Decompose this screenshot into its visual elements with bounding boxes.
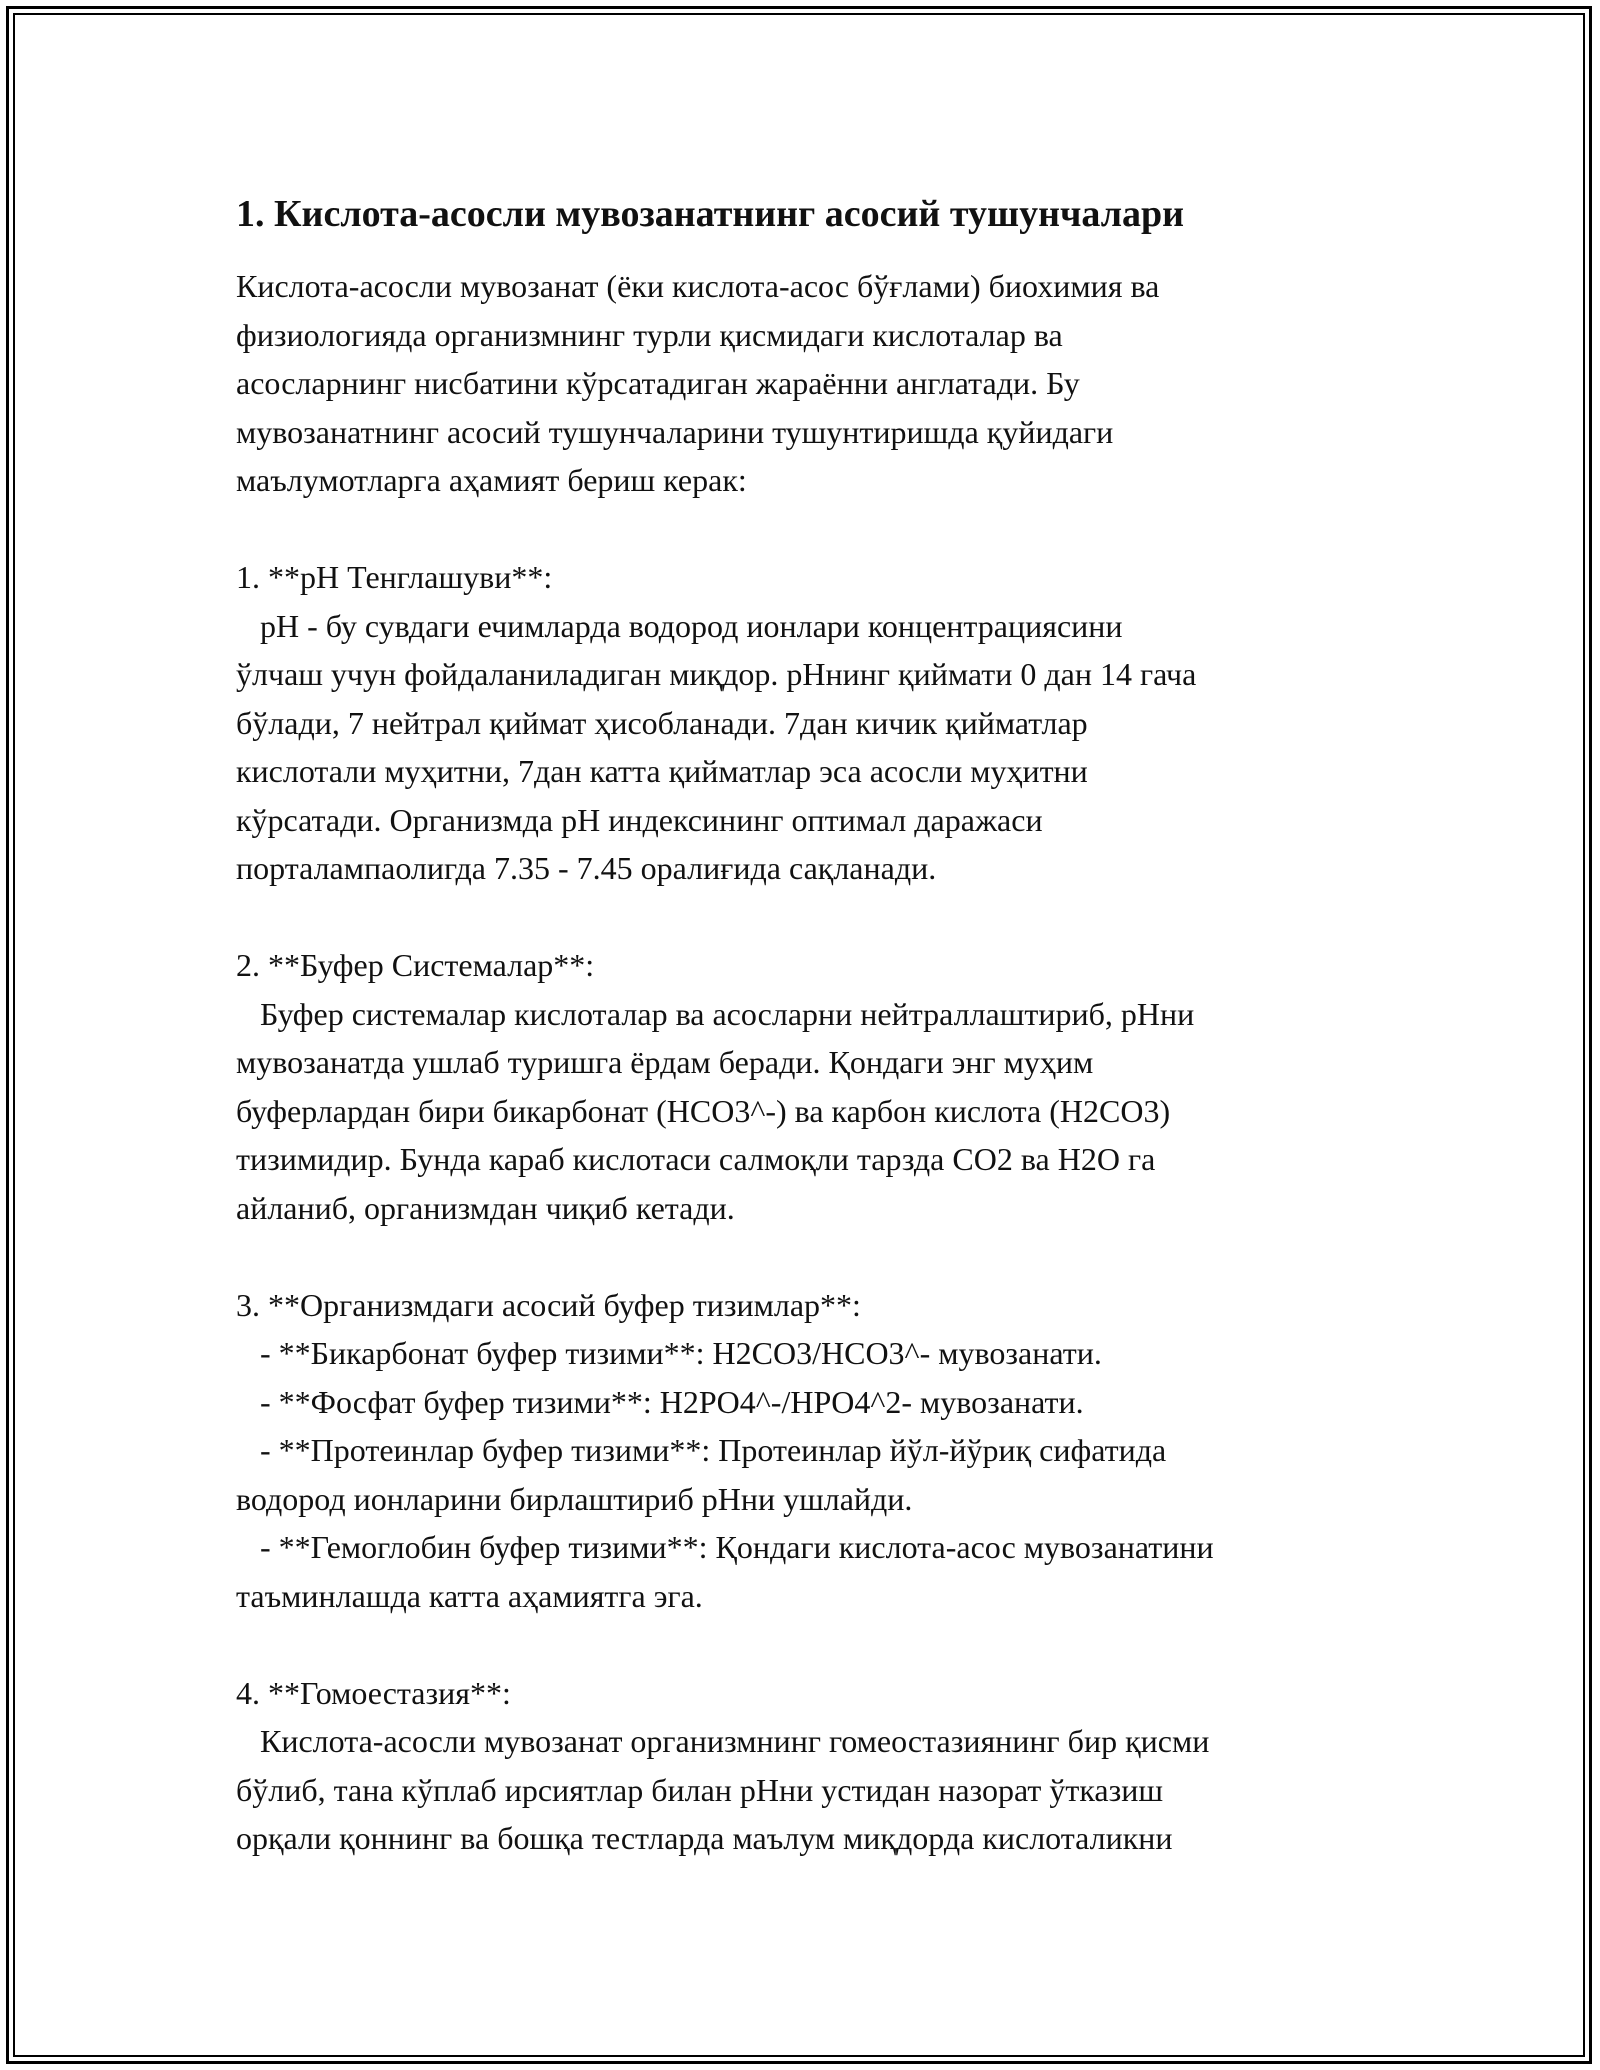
section-line: кўрсатади. Организмда pH индексининг оптимал даражаси	[236, 801, 1043, 838]
paragraph-gap	[236, 1232, 1386, 1281]
section-line: - **Бикарбонат буфер тизими**: H2CO3/HCO3^- мувозанати.	[236, 1335, 1102, 1371]
section-line: ўлчаш учун фойдаланиладиган миқдор. pHнинг қиймати 0 дан 14 гача	[236, 656, 1197, 692]
intro-line: мувозанатнинг асосий тушунчаларини тушунтиришда қуйидаги	[236, 413, 1114, 450]
section-line: 1. **pH Тенглашуви**:	[236, 559, 553, 595]
section-line: pH - бу сувдаги ечимларда водород ионлари концентрациясини	[236, 607, 1123, 644]
intro-paragraph	[236, 262, 1386, 505]
document-heading: 1. Кислота-асосли мувозанатнинг асосий тушунчалари	[236, 193, 1185, 235]
paragraph-gap	[236, 893, 1386, 942]
section-line: мувозанатда ушлаб туришга ёрдам беради. Қондаги энг муҳим	[236, 1044, 1094, 1080]
section-line: - **Гемоглобин буфер тизими**: Қондаги кислота-асос мувозанатини	[236, 1529, 1214, 1565]
section-line: - **Протеинлар буфер тизими**: Протеинлар йўл-йўриқ сифатида	[236, 1432, 1167, 1468]
intro-line: физиологияда организмнинг турли қисмидаги кислоталар ва	[236, 316, 1063, 353]
section-line: - **Фосфат буфер тизими**: H2PO4^-/HPO4^2- мувозанати.	[236, 1383, 1084, 1420]
section-line: таъминлашда катта аҳамиятга эга.	[236, 1577, 703, 1614]
section-line: 2. **Буфер Системалар**:	[236, 947, 595, 983]
section-line: Кислота-асосли мувозанат организмнинг гомеостазиянинг бир қисми	[236, 1723, 1210, 1759]
section-line: орқали қоннинг ва бошқа тестларда маълум миқдорда кислоталикни	[236, 1820, 1173, 1856]
section-line: Буфер системалар кислоталар ва асосларни нейтраллаштириб, pHни	[236, 995, 1195, 1032]
section-line: 4. **Гомоестазия**:	[236, 1674, 511, 1711]
intro-line: асосларнинг нисбатини кўрсатадиган жараённи англатади. Бу	[236, 365, 1080, 401]
section-line: порталампаолигда 7.35 - 7.45 оралиғида сақланади.	[236, 850, 937, 886]
section-line: буферлардан бири бикарбонат (HCO3^-) ва карбон кислота (H2CO3)	[236, 1092, 1171, 1129]
section-buffer-systems	[236, 941, 1386, 1232]
intro-line: Кислота-асосли мувозанат (ёки кислота-асос бўғлами) биохимия ва	[236, 268, 1160, 304]
section-ph	[236, 553, 1386, 893]
document-body	[236, 188, 1386, 1863]
section-body-buffers	[236, 1281, 1386, 1621]
section-line: тизимидир. Бунда караб кислотаси салмоқли тарзда CO2 ва H2O га	[236, 1141, 1156, 1177]
section-line: 3. **Организмдаги асосий буфер тизимлар**:	[236, 1286, 861, 1323]
section-line: кислотали муҳитни, 7дан катта қийматлар эса асосли муҳитни	[236, 753, 1088, 789]
section-line: бўлиб, тана кўплаб ирсиятлар билан pHни устидан назорат ўтказиш	[236, 1771, 1163, 1808]
section-line: айланиб, организмдан чиқиб кетади.	[236, 1189, 735, 1226]
section-line: водород ионларини бирлаштириб pHни ушлайди.	[236, 1480, 913, 1517]
paragraph-gap	[236, 1620, 1386, 1669]
paragraph-gap	[236, 505, 1386, 554]
section-line: бўлади, 7 нейтрал қиймат ҳисобланади. 7дан кичик қийматлар	[236, 704, 1088, 741]
section-homeostasis	[236, 1669, 1386, 1863]
intro-line: маълумотларга аҳамият бериш керак:	[236, 462, 747, 498]
